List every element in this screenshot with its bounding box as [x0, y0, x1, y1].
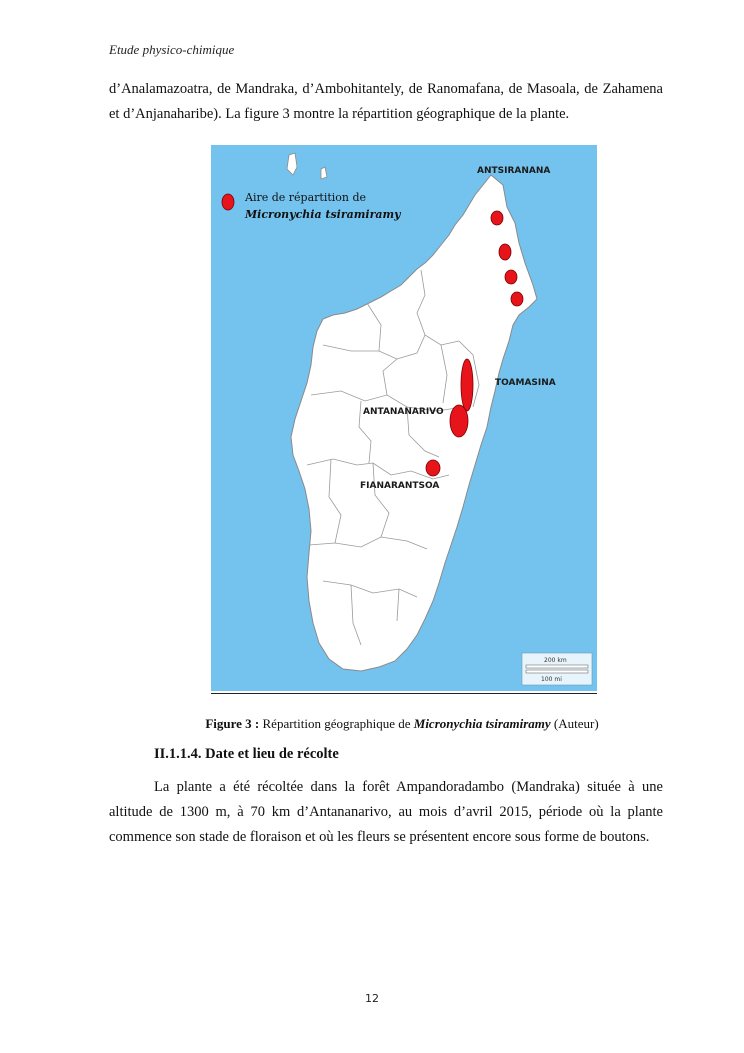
scale-km-label: 200 km: [544, 657, 567, 664]
paragraph-harvest: La plante a été récoltée dans la forêt Ampandoradambo (Mandraka) située à une altitude de 1300 m, à 70 km d’Antananarivo, au mois d’avril 2015, période où la plante commence son stade de floraison et où les fleurs se présentent encore sous forme de boutons.: [109, 779, 663, 845]
caption-species: Micronychia tsiramiramy: [413, 716, 551, 731]
marker-antsiranana-2: [499, 244, 511, 260]
paragraph-intro: d’Analamazoatra, de Mandraka, d’Ambohitantely, de Ranomafana, de Masoala, de Zahamena et d’Anjanaharibe). La figure 3 montre la répartition géographique de la plante.: [109, 81, 663, 122]
marker-fianarantsoa: [426, 460, 440, 476]
section-heading: II.1.1.4. Date et lieu de récolte: [154, 746, 339, 762]
figure-caption: [0, 716, 744, 732]
marker-antsiranana-3: [505, 270, 517, 284]
legend-species: Micronychia tsiramiramy: [245, 208, 401, 221]
legend-marker: [222, 194, 234, 210]
caption-label: Figure 3 :: [205, 716, 260, 731]
marker-antsiranana-4: [511, 292, 523, 306]
caption-text-before: Répartition géographique de: [259, 716, 414, 731]
running-header: Etude physico-chimique: [109, 42, 235, 57]
page-number: 12: [365, 992, 379, 1005]
scale-bar: [522, 653, 592, 685]
label-fianarantsoa: FIANARANTSOA: [360, 481, 440, 491]
legend-text: Aire de répartition de: [245, 191, 367, 204]
marker-antananarivo: [450, 405, 468, 437]
marker-toamasina: [461, 359, 473, 411]
figure-map: [211, 145, 597, 694]
scale-mi-label: 100 mi: [541, 676, 562, 683]
label-antsiranana: ANTSIRANANA: [477, 166, 551, 176]
madagascar-map: [211, 145, 597, 691]
caption-text-after: (Auteur): [550, 716, 599, 731]
label-antananarivo: ANTANANARIVO: [363, 407, 444, 417]
marker-antsiranana-1: [491, 211, 503, 225]
label-toamasina: TOAMASINA: [495, 378, 556, 388]
